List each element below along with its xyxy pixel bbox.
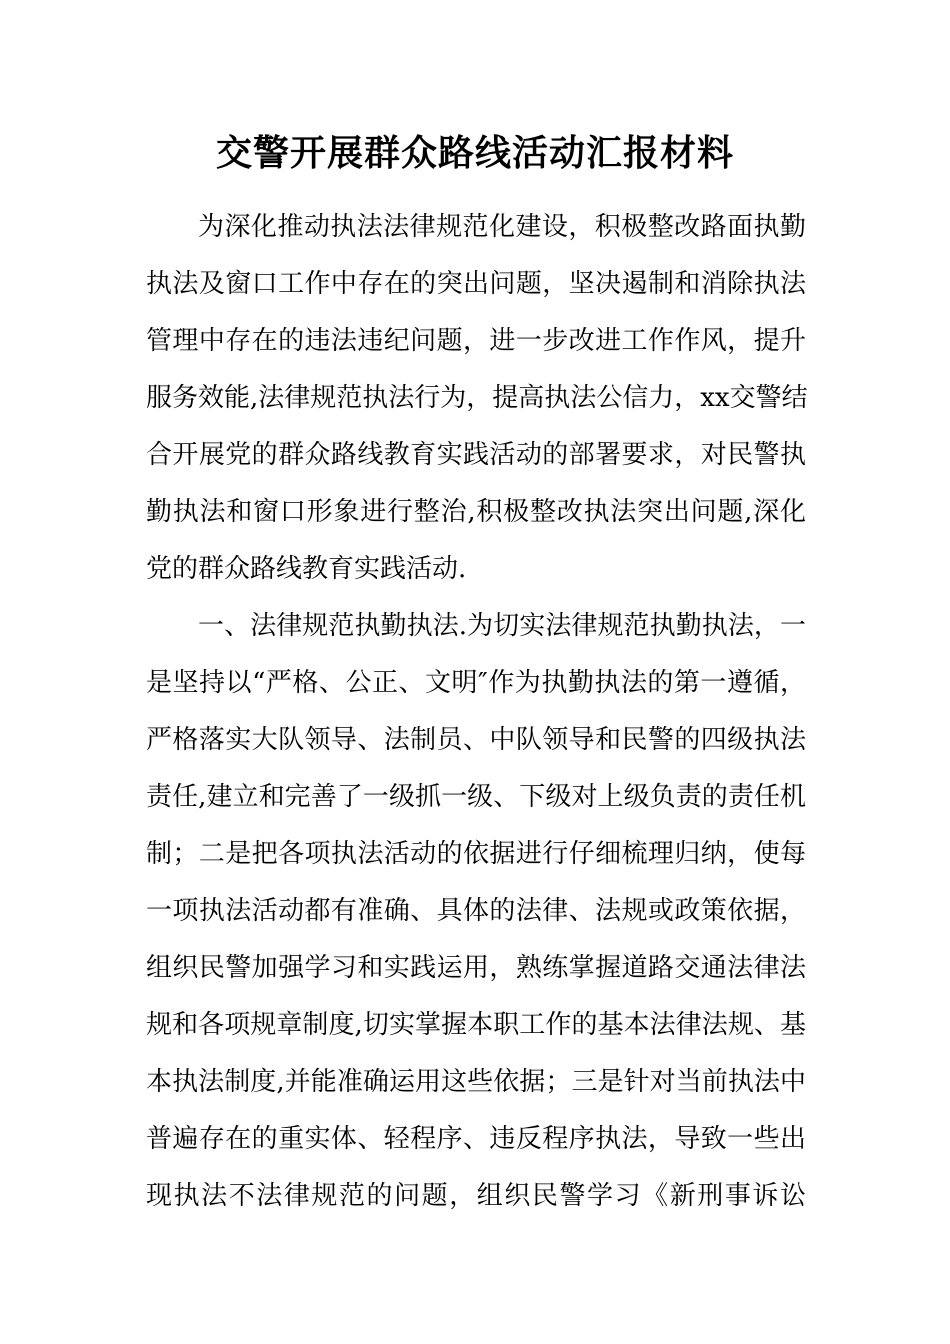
paragraph-2-line-3: 严格落实大队领导、法制员、中队领导和民警的四级执法 [146, 725, 806, 755]
paragraph-2-line-11: 现执法不法律规范的问题，组织民警学习《新刑事诉讼 [146, 1181, 806, 1211]
paragraph-2-line-7: 组织民警加强学习和实践运用，熟练掌握道路交通法律法 [146, 953, 806, 983]
paragraph-1-line-1: 为深化推动执法法律规范化建设，积极整改路面执勤 [198, 212, 806, 242]
paragraph-1-line-4: 服务效能,法律规范执法行为，提高执法公信力，xx交警结 [146, 383, 808, 413]
document-body [146, 199, 806, 1225]
paragraph-2-line-9: 本执法制度,并能准确运用这些依据；三是针对当前执法中 [146, 1067, 806, 1097]
paragraph-1-line-5: 合开展党的群众路线教育实践活动的部署要求，对民警执 [146, 440, 806, 470]
paragraph-1-line-6: 勤执法和窗口形象进行整治,积极整改执法突出问题,深化 [146, 497, 806, 527]
paragraph-2-line-10: 普遍存在的重实体、轻程序、违反程序执法，导致一些出 [146, 1124, 806, 1154]
document-title: 交警开展群众路线活动汇报材料 [215, 133, 734, 174]
paragraph-2-line-5: 制；二是把各项执法活动的依据进行仔细梳理归纳，使每 [146, 839, 806, 869]
paragraph-2-line-6: 一项执法活动都有准确、具体的法律、法规或政策依据， [146, 896, 806, 926]
paragraph-2-line-1: 一、法律规范执勤执法.为切实法律规范执勤执法，一 [198, 611, 806, 641]
paragraph-2-line-8: 规和各项规章制度,切实掌握本职工作的基本法律法规、基 [146, 1010, 806, 1040]
paragraph-1-line-2: 执法及窗口工作中存在的突出问题，坚决遏制和消除执法 [146, 269, 806, 299]
paragraph-1-line-3: 管理中存在的违法违纪问题，进一步改进工作作风，提升 [146, 326, 806, 356]
paragraph-2-line-4: 责任,建立和完善了一级抓一级、下级对上级负责的责任机 [146, 782, 806, 812]
paragraph-2-line-2: 是坚持以“严格、公正、文明″作为执勤执法的第一遵循， [146, 668, 806, 698]
paragraph-1-line-7: 党的群众路线教育实践活动. [146, 554, 467, 584]
